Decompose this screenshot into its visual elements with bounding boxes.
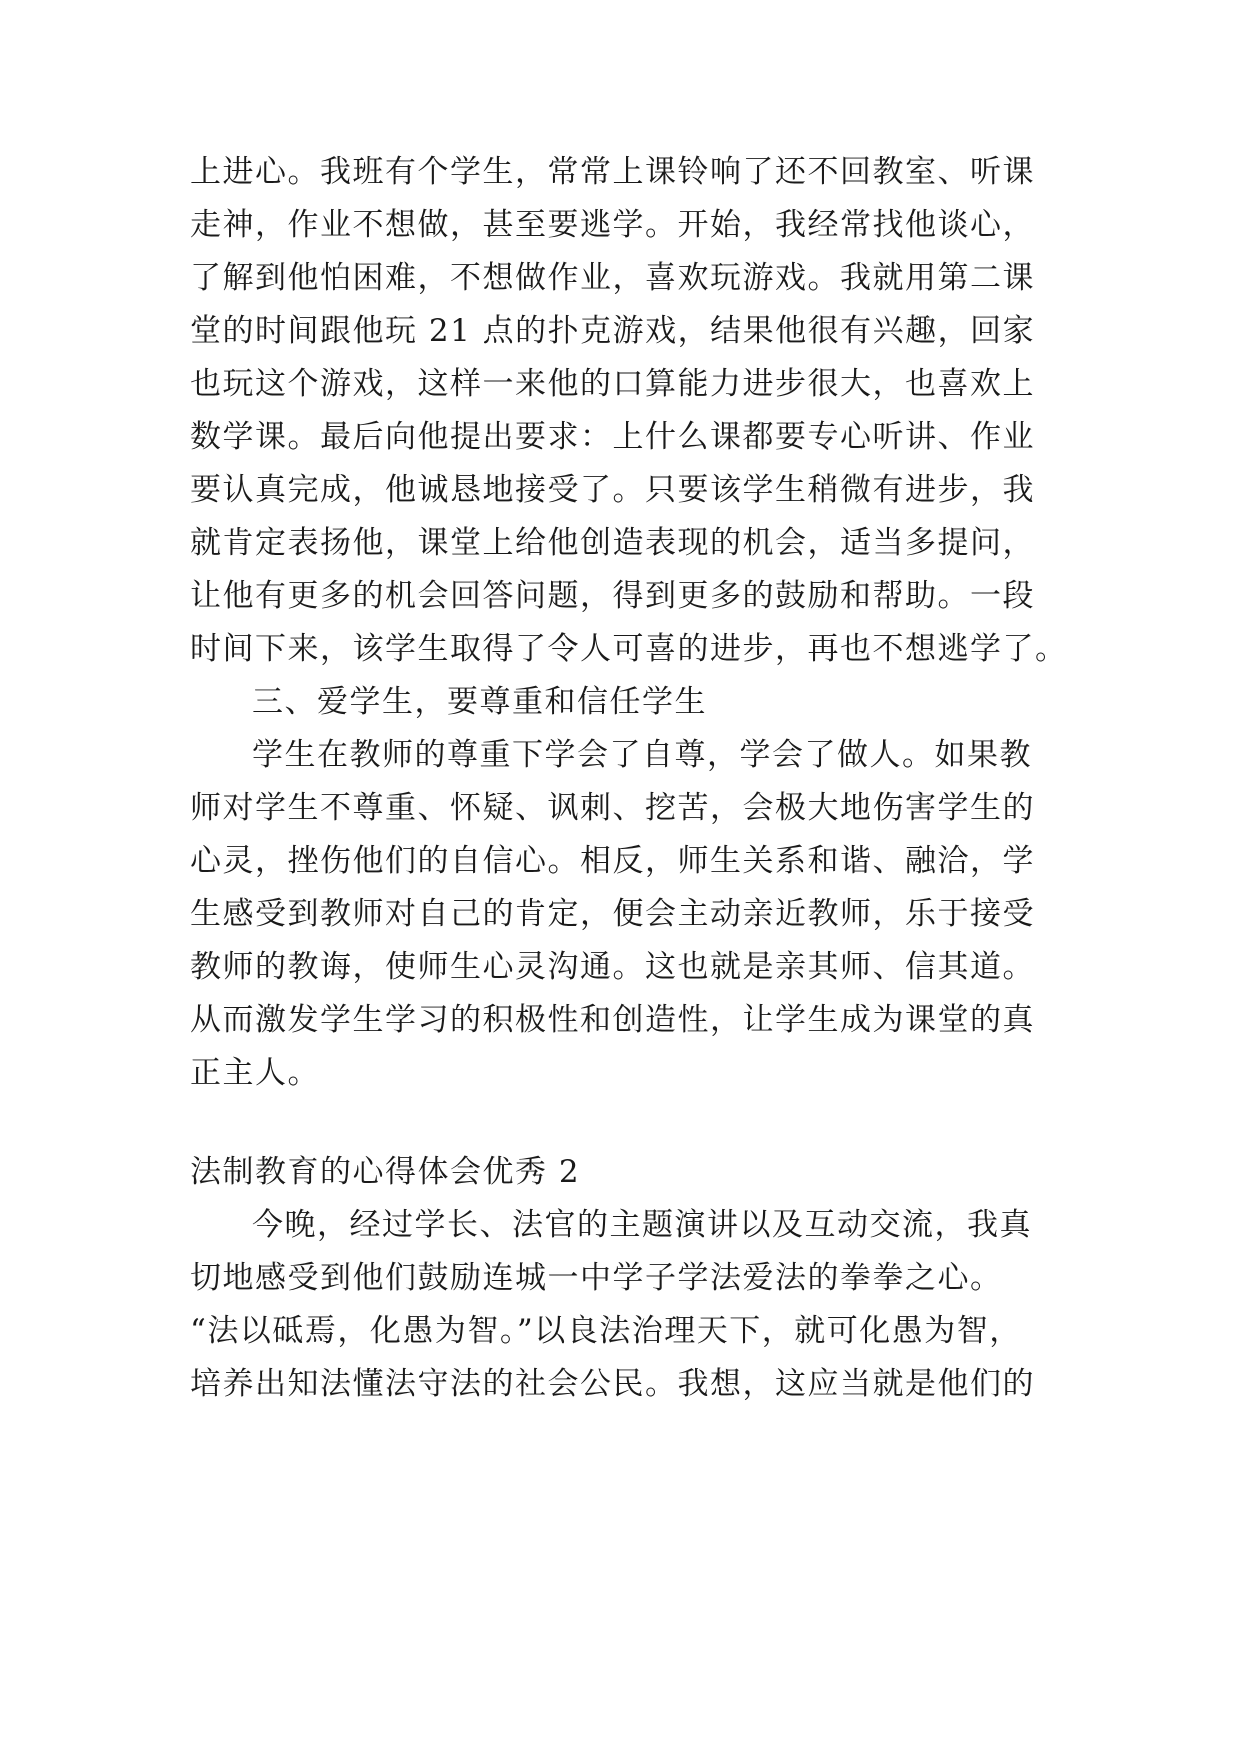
paragraph-line: 走神，作业不想做，甚至要逃学。开始，我经常找他谈心，: [190, 207, 1035, 243]
paragraph-line: 就肯定表扬他，课堂上给他创造表现的机会，适当多提问，: [190, 525, 1035, 561]
article-title: 法制教育的心得体会优秀 2: [190, 1154, 581, 1190]
paragraph-line: 教师的教诲，使师生心灵沟通。这也就是亲其师、信其道。: [190, 949, 1035, 985]
paragraph-line: 今晚，经过学长、法官的主题演讲以及互动交流，我真: [252, 1207, 1032, 1243]
paragraph-line: 心灵，挫伤他们的自信心。相反，师生关系和谐、融洽，学: [190, 843, 1035, 879]
section-heading: 三、爱学生，要尊重和信任学生: [252, 684, 707, 720]
paragraph-line: 让他有更多的机会回答问题，得到更多的鼓励和帮助。一段: [190, 578, 1035, 614]
paragraph-line: “法以砥焉，化愚为智。”以良法治理天下，就可化愚为智，: [190, 1313, 1022, 1349]
paragraph-line: 上进心。我班有个学生，常常上课铃响了还不回教室、听课: [190, 154, 1035, 190]
paragraph-line: 培养出知法懂法守法的社会公民。我想，这应当就是他们的: [190, 1366, 1035, 1402]
paragraph-line: 学生在教师的尊重下学会了自尊，学会了做人。如果教: [252, 737, 1032, 773]
paragraph-line: 切地感受到他们鼓励连城一中学子学法爱法的拳拳之心。: [190, 1260, 1003, 1296]
paragraph-line: 要认真完成，他诚恳地接受了。只要该学生稍微有进步，我: [190, 472, 1035, 508]
paragraph-line: 正主人。: [190, 1055, 320, 1091]
paragraph-line: 也玩这个游戏，这样一来他的口算能力进步很大，也喜欢上: [190, 366, 1035, 402]
paragraph-line: 生感受到教师对自己的肯定，便会主动亲近教师，乐于接受: [190, 896, 1035, 932]
paragraph-line: 师对学生不尊重、怀疑、讽刺、挖苦，会极大地伤害学生的: [190, 790, 1035, 826]
paragraph-line: 数学课。最后向他提出要求：上什么课都要专心听讲、作业: [190, 419, 1035, 455]
paragraph-line: 堂的时间跟他玩 21 点的扑克游戏，结果他很有兴趣，回家: [190, 313, 1036, 349]
paragraph-line: 从而激发学生学习的积极性和创造性，让学生成为课堂的真: [190, 1002, 1035, 1038]
paragraph-line: 了解到他怕困难，不想做作业，喜欢玩游戏。我就用第二课: [190, 260, 1035, 296]
paragraph-line: 时间下来，该学生取得了令人可喜的进步，再也不想逃学了。: [190, 631, 1068, 667]
